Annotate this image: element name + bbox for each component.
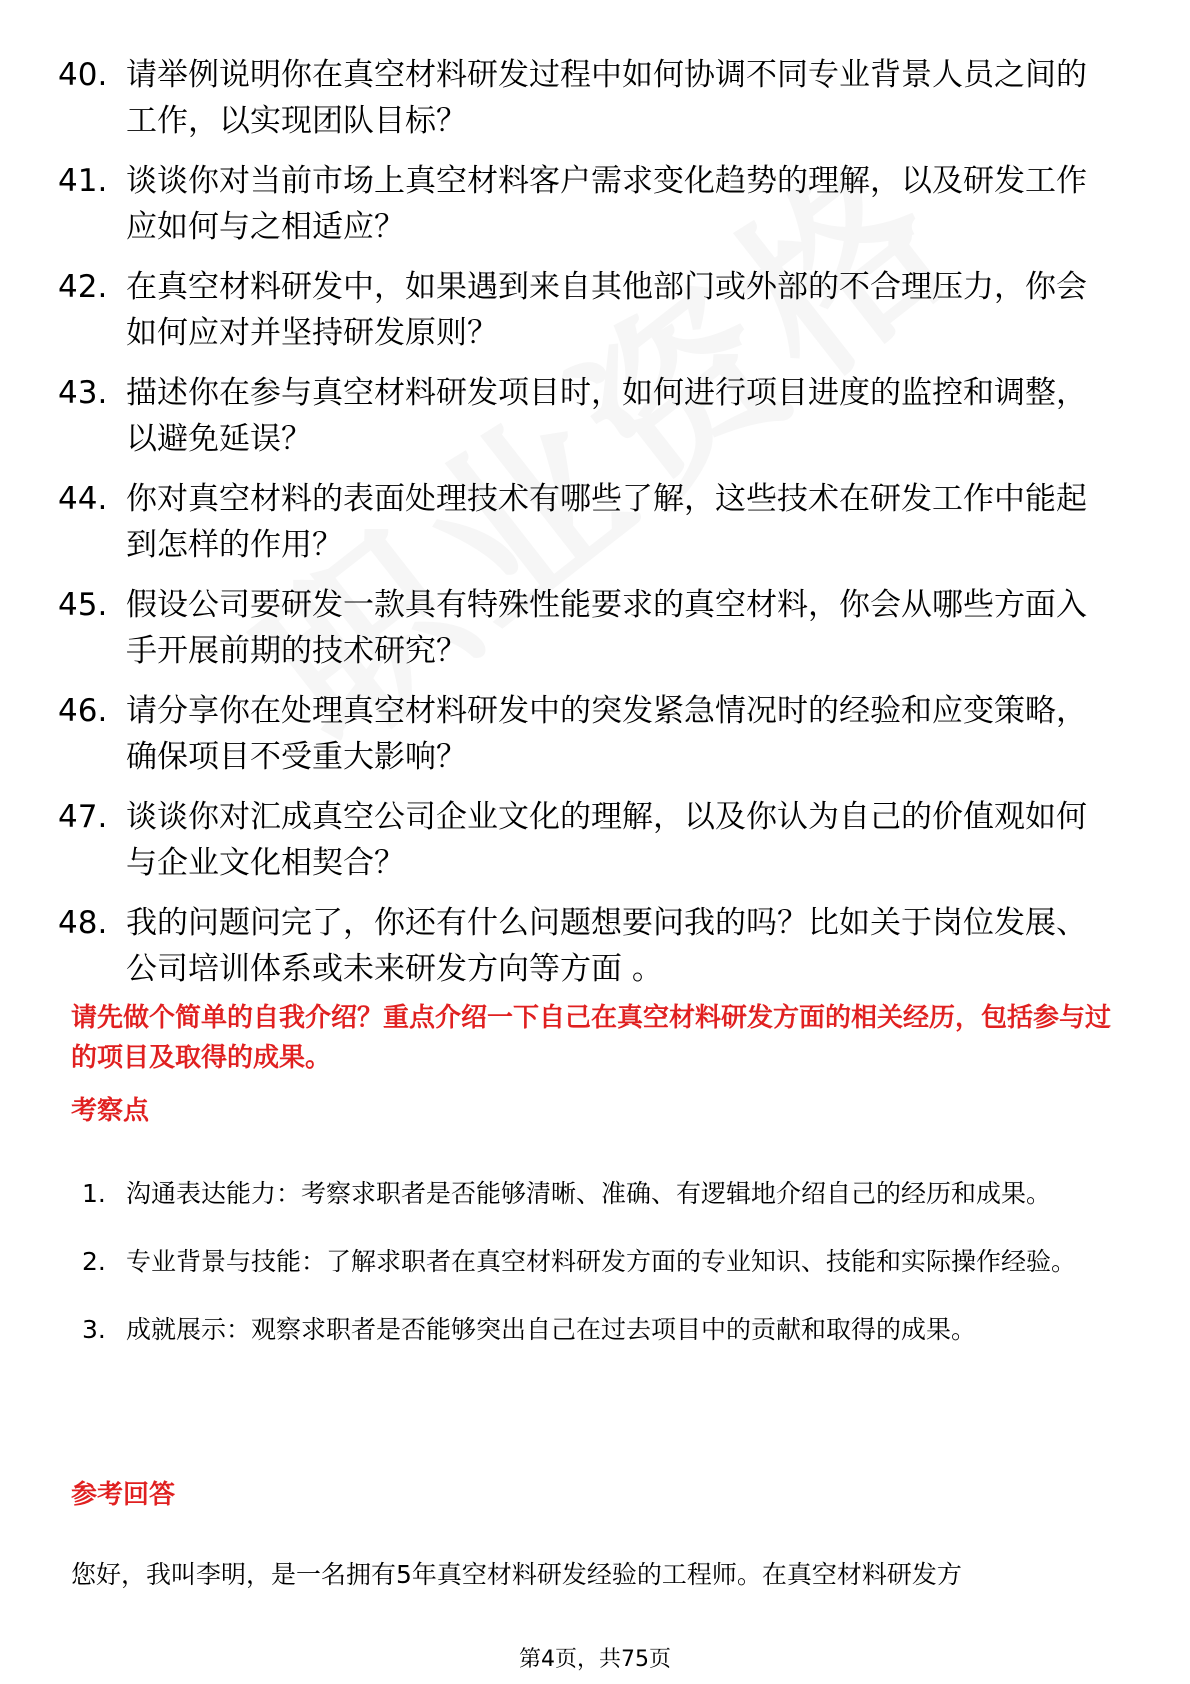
question-text: 在真空材料研发中，如果遇到来自其他部门或外部的不合理压力，你会如何应对并坚持研发原则？ bbox=[126, 269, 1087, 351]
question-text: 描述你在参与真空材料研发项目时，如何进行项目进度的监控和调整，以避免延误？ bbox=[126, 375, 1087, 457]
question-item bbox=[58, 264, 1118, 356]
question-text: 我的问题问完了，你还有什么问题想要问我的吗？比如关于岗位发展、公司培训体系或未来研发方向等方面 。 bbox=[126, 905, 1087, 987]
reference-answer-heading: 参考回答 bbox=[71, 1480, 176, 1510]
question-text: 假设公司要研发一款具有特殊性能要求的真空材料，你会从哪些方面入手开展前期的技术研究？ bbox=[126, 587, 1087, 669]
question-number: 44. bbox=[58, 481, 108, 517]
question-item bbox=[58, 158, 1118, 250]
question-number: 42. bbox=[58, 269, 108, 305]
question-number: 45. bbox=[58, 587, 108, 623]
question-item bbox=[58, 688, 1118, 780]
question-item bbox=[58, 582, 1118, 674]
question-item bbox=[58, 370, 1118, 462]
page-footer: 第4页，共75页 bbox=[519, 1647, 671, 1672]
assessment-heading: 考察点 bbox=[71, 1096, 150, 1126]
question-number: 43. bbox=[58, 375, 108, 411]
question-text: 你对真空材料的表面处理技术有哪些了解，这些技术在研发工作中能起到怎样的作用？ bbox=[126, 481, 1087, 563]
question-number: 47. bbox=[58, 799, 108, 835]
point-number: 3. bbox=[82, 1315, 106, 1344]
question-number: 40. bbox=[58, 57, 108, 93]
question-text: 谈谈你对汇成真空公司企业文化的理解，以及你认为自己的价值观如何与企业文化相契合？ bbox=[126, 799, 1087, 881]
question-number: 46. bbox=[58, 693, 108, 729]
question-number: 41. bbox=[58, 163, 108, 199]
assessment-point bbox=[82, 1163, 1122, 1225]
point-text: 沟通表达能力：考察求职者是否能够清晰、准确、有逻辑地介绍自己的经历和成果。 bbox=[126, 1179, 1052, 1208]
point-number: 1. bbox=[82, 1179, 106, 1208]
question-list bbox=[58, 52, 1118, 1006]
highlight-question: 请先做个简单的自我介绍？重点介绍一下自己在真空材料研发方面的相关经历，包括参与过的项目及取得的成果。 bbox=[71, 1003, 1112, 1073]
question-text: 请分享你在处理真空材料研发中的突发紧急情况时的经验和应变策略，确保项目不受重大影响？ bbox=[126, 693, 1087, 775]
point-text: 专业背景与技能：了解求职者在真空材料研发方面的专业知识、技能和实际操作经验。 bbox=[126, 1247, 1077, 1276]
assessment-point bbox=[82, 1231, 1122, 1293]
reference-answer-text: 您好，我叫李明，是一名拥有5年真空材料研发经验的工程师。在真空材料研发方 bbox=[71, 1560, 962, 1589]
question-text: 请举例说明你在真空材料研发过程中如何协调不同专业背景人员之间的工作，以实现团队目标？ bbox=[126, 57, 1087, 139]
question-item bbox=[58, 476, 1118, 568]
question-text: 谈谈你对当前市场上真空材料客户需求变化趋势的理解，以及研发工作应如何与之相适应？ bbox=[126, 163, 1087, 245]
assessment-point bbox=[82, 1299, 1122, 1361]
assessment-point-list bbox=[82, 1163, 1122, 1367]
question-item bbox=[58, 52, 1118, 144]
question-item bbox=[58, 900, 1118, 992]
point-number: 2. bbox=[82, 1247, 106, 1276]
question-item bbox=[58, 794, 1118, 886]
question-number: 48. bbox=[58, 905, 108, 941]
point-text: 成就展示：观察求职者是否能够突出自己在过去项目中的贡献和取得的成果。 bbox=[126, 1315, 977, 1344]
